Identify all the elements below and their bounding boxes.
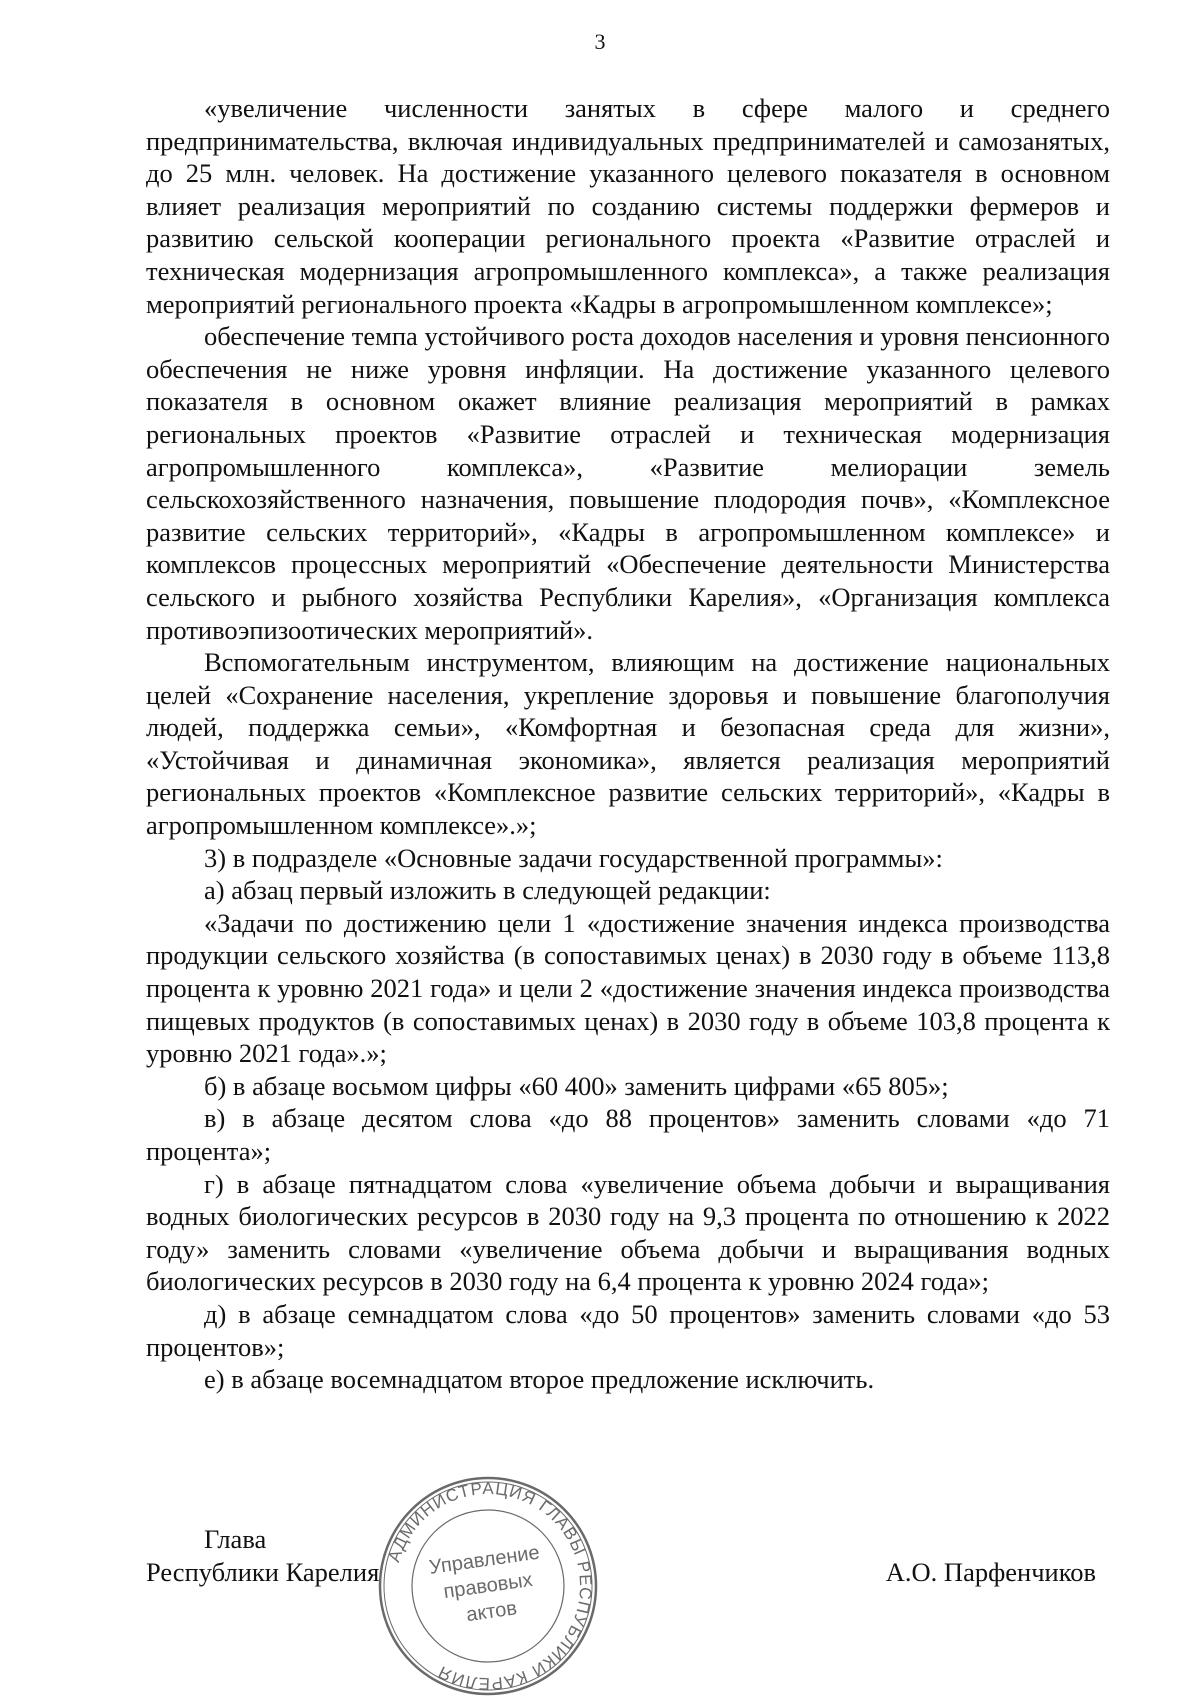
paragraph-8: в) в абзаце десятом слова «до 88 процентов» заменить словами «до 71 процента»; [146,1103,1110,1166]
paragraph-11: е) в абзаце восемнадцатом второе предложение исключить. [204,1364,875,1395]
stamp-ring-text: АДМИНИСТРАЦИЯ ГЛАВЫ РЕСПУБЛИКИ КАРЕЛИЯ [384,1478,596,1694]
paragraph-4: 3) в подразделе «Основные задачи государственной программы»: [204,842,943,873]
signature-block [146,1523,1110,1589]
paragraph-6: «Задачи по достижению цели 1 «достижение значения индекса производства продукции сельского хозяйства (в сопоставимых ценах) в 2030 году в объеме 113,8 процента к уровню 2021 года» и цели 2 «достижение значения индекса производства пищевых продуктов (в сопоставимых ценах) в 2030 году в объеме 103,8 процента к уровню 2021 года».»; [146,907,1110,1069]
stamp-center-line1: Управление [427,1541,541,1579]
stamp-seal-icon [376,1474,600,1698]
paragraph-9: г) в абзаце пятнадцатом слова «увеличение объема добычи и выращивания водных биологических ресурсов в 2030 году на 9,3 процента по отношению к 2022 году» заменить словами «увеличение объема добычи и выращивания водных биологических ресурсов в 2030 году на 6,4 процента к уровню 2024 года»; [146,1168,1110,1297]
signature-row [146,1556,1110,1589]
document-body [146,92,1110,1396]
signatory-title-line1: Глава [204,1524,267,1554]
paragraph-1: «увеличение численности занятых в сфере малого и среднего предпринимательства, включая индивидуальных предпринимателей и самозанятых, до 25 млн. человек. На достижение указанного целевого показателя в основном влияет реализация мероприятий по созданию системы поддержки фермеров и развитию сельской кооперации регионального проекта «Развитие отраслей и техническая модернизация агропромышленного комплекса», а также реализация мероприятий регионального проекта «Кадры в агропромышленном комплексе»; [146,93,1110,319]
paragraph-7: б) в абзаце восьмом цифры «60 400» заменить цифрами «65 805»; [204,1070,949,1101]
signatory-title-line2: Республики Карелия [146,1557,380,1587]
stamp-center-line2: правовых [442,1568,534,1604]
paragraph-2: обеспечение темпа устойчивого роста доходов населения и уровня пенсионного обеспечения не ниже уровня инфляции. На достижение указанного целевого показателя в основном окажет влияние реализация мероприятий в рамках региональных проектов «Развитие отраслей и техническая модернизация агропромышленного комплекса», «Развитие мелиорации земель сельскохозяйственного назначения, повышение плодородия почв», «Комплексное развитие сельских территорий», «Кадры в агропромышленном комплексе» и комплексов процессных мероприятий «Обеспечение деятельности Министерства сельского и рыбного хозяйства Республики Карелия», «Организация комплекса противоэпизоотических мероприятий». [146,321,1110,645]
paragraph-5: а) абзац первый изложить в следующей редакции: [204,875,771,906]
paragraph-10: д) в абзаце семнадцатом слова «до 50 процентов» заменить словами «до 53 процентов»; [146,1298,1110,1362]
stamp-center-line3: актов [464,1597,519,1627]
page-number: 3 [594,29,606,54]
paragraph-3: Вспомогательным инструментом, влияющим на достижение национальных целей «Сохранение населения, укрепление здоровья и повышение благополучия людей, поддержка семьи», «Комфортная и безопасная среда для жизни», «Устойчивая и динамичная экономика», является реализация мероприятий региональных проектов «Комплексное развитие сельских территорий», «Кадры в агропромышленном комплексе».»; [146,647,1110,841]
signatory-name: А.О. Парфенчиков [885,1557,1096,1587]
official-stamp [376,1474,600,1698]
